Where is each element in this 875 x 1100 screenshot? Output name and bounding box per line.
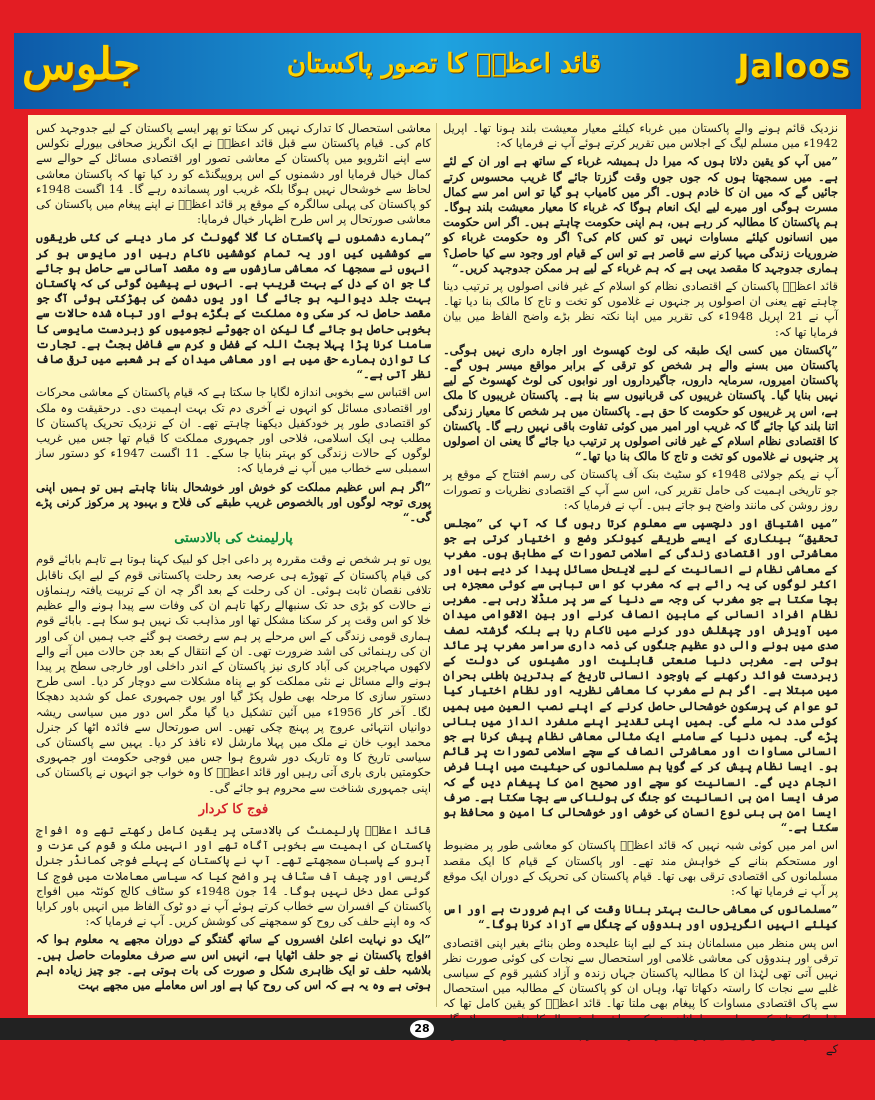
left-column [36, 121, 431, 1009]
logo-urdu: جلوس [22, 39, 141, 90]
quote: ”مسلمانوں کی معاشی حالت بہتر بنانا وقت کی اہم ضرورت ہے اور اس کیلئے انہیں انگریزوں اور ہندوؤں کے چنگل سے آزاد کرنا ہوگا۔“ [443, 902, 838, 932]
quote: ”ایک دو نہایت اعلیٰ افسروں کے ساتھ گفتگو کے دوران مجھے یہ معلوم ہوا کہ افواج پاکستان نے جو حلف اٹھایا ہے، انہیں اس سے صرف معلومات حاصل ہیں۔ بلاشبہ حلف تو ایک ظاہری شکل و صورت کی بات ہوتی ہے۔ جو چیز زیادہ اہم ہوتی ہے وہ یہ ہے کہ اس کی روح کیا ہے اور اس معاملے میں مجھے بہت [36, 932, 431, 992]
paragraph: یوں تو ہر شخص نے وقت مقررہ پر داعی اجل کو لبیک کہنا ہوتا ہے تاہم بابائے قوم کی قیام پاکستان کے تھوڑے ہی عرصہ بعد رحلت پاکستانی قوم کے لیے ایک ناقابل تلافی نقصان ثابت ہوئی۔ ان کی رحلت کے بعد اگر چہ ان کے تربیت یافتہ رہنماؤں نے حالات کو بڑی حد تک سنبھالے رکھا تاہم ان کی وفات سے پیدا ہونے والے عظیم خلا کو اس وقت پر کر سکنا مشکل تھا اور مذاہب تک نہیں ہو سکا ہے۔ بابائے قوم ہماری قومی زندگی کے اس مرحلے پر ہم سے رخصت ہو گئے جب ہمیں ان کی اور ان کی رہنمائی کی اشد ضرورت تھی۔ ان کے انتقال کے بعد جن حالات میں آنے والے لاکھوں مہاجرین کی آباد کاری نیز پاکستان کے اندر داخلی اور خارجی سطح پر پیدا ہونے والے مسائل نے نئی مملکت کو بے پناہ مشکلات سے دوچار کر دیا۔ اسی طرح دستور سازی کا مرحلہ بھی طول پکڑ گیا اور یوں جمہوری عمل کو شدید دھچکا لگا۔ آخر کار 1956ء میں آئین تشکیل دیا گیا مگر اس دور میں سیاسی ریشہ دوانیاں انتہائی عروج پر پہنچ چکی تھیں۔ اس صورتحال سے فائدہ اٹھا کر جنرل محمد ایوب خان نے ملک میں پہلا مارشل لاء نافذ کر دیا۔ یہیں سے پاکستان کی سیاسی تاریخ کا وہ تاریک دور شروع ہوا جس میں فوجی حکومت اور جمہوری حکومتیں باری باری آتی رہیں اور قائد اعظمؒ کا وہ خواب جو انہوں نے پاکستان کی اپنی جمہوری شناخت سے محروم ہو جائے گی۔ [36, 552, 432, 795]
paragraph: اس اقتباس سے بخوبی اندازہ لگایا جا سکتا ہے کہ قیام پاکستان کے معاشی محرکات اور اقتصادی مسائل کو انہوں نے آخری دم تک بہت اہمیت دی۔ درحقیقت وہ ملک کو اقتصادی طور پر خودکفیل دیکھنا چاہتے تھے۔ ان کے نزدیک تحریک پاکستان کا مطلب ہی ایک اسلامی، فلاحی اور جمہوری مملکت کا قیام تھا جس میں غریب لوگوں کے حالات زندگی کو بہتر بنایا جا سکے۔ 11 اگست 1947ء کو دستور ساز اسمبلی سے خطاب میں آپ نے فرمایا کہ: [36, 385, 431, 476]
paragraph: قائد اعظمؒ پاکستان کے اقتصادی نظام کو اسلام کے غیر فانی اصولوں پر ترتیب دینا چاہتے تھے یعنی ان اصولوں پر جنہوں نے غلاموں کو تخت و تاج کا مالک بنا دیا تھا۔ آپ نے 21 اپریل 1948ء کی تقریر میں اپنا نکتہ نظر بڑے واضح الفاظ میں بیان فرمایا تھا کہ: [443, 279, 838, 339]
paragraph: آپ نے یکم جولائی 1948ء کو سٹیٹ بنک آف پاکستان کی رسم افتتاح کے موقع پر جو تاریخی اہمیت کی حامل تقریر کی، اس سے آپ کے اقتصادی نظریات و تصورات روز روشن کی مانند واضح ہو جاتے ہیں۔ آپ نے فرمایا کہ: [443, 467, 839, 512]
right-column [443, 121, 839, 1056]
footer-bar [0, 1018, 875, 1040]
quote: ”اگر ہم اس عظیم مملکت کو خوش اور خوشحال بنانا چاہتے ہیں تو ہمیں اپنی پوری توجہ لوگوں اور بالخصوص غریب طبقے کی فلاح و بہبود پر مرکوز کرنی پڑے گی۔“ [36, 479, 431, 525]
paragraph: اس امر میں کوئی شبہ نہیں کہ قائد اعظمؒ پاکستان کو معاشی طور پر مضبوط اور مستحکم بنانے کے خواہش مند تھے۔ اور پاکستان کے قیام کا ایک مقصد مسلمانوں کی اقتصادی ترقی بھی تھا۔ قیام پاکستان کی تحریک کے دوران ایک موقع پر آپ نے فرمایا تھا کہ: [443, 838, 838, 898]
paragraph: اس پس منظر میں مسلمانان ہند کے لیے اپنا علیحدہ وطن بنائے بغیر اپنی اقتصادی ترقی اور ہندوؤں کی معاشی غلامی اور استحصال سے نجات کی کوئی صورت نظر نہیں آتی تھی لہٰذا ان کا مطالبہ پاکستان جہاں زندہ و آزاد کشیر قوم کے سیاسی غلبے سے نجات کا راستہ دکھاتا تھا، وہاں ان کو پاکستان کے مطالبہ میں استحصال سے پاک اقتصادی مساوات کا پیغام بھی ملتا تھا۔ قائد اعظمؒ کو یقین کامل تھا کہ کے [443, 935, 838, 1056]
paragraph: قائد اعظمؒ پارلیمنٹ کی بالادستی پر یقین کامل رکھتے تھے وہ افواج پاکستان کی اہمیت سے بخوبی آگاہ تھے اور انہیں ملک و قوم کی عزت و آبرو کے پاسبان سمجھتے تھے۔ آپ نے پاکستان کے پہلے فوجی کمانڈر جنرل گریسی اور چیف آف سٹاف پر واضح کیا کہ سیاسی معاملات میں فوج کا کوئی عمل دخل نہیں ہوگا۔ 14 جون 1948ء کو سٹاف کالج کوئٹہ میں افواج پاکستان کے افسران سے خطاب کرتے ہوئے آپ نے دو ٹوک الفاظ میں انہیں باور کرایا کہ وہ اپنے حلف کی روح کو سمجھنے کی کوشش کریں۔ آپ نے فرمایا کہ: [36, 822, 431, 929]
paragraph: معاشی استحصال کا تدارک نہیں کر سکتا تو پھر ایسے پاکستان کے لیے جدوجہد کس کام کی۔ قیام پاکستان سے قبل قائد اعظمؒ نے ایک انگریز صحافی بیورلے نکولس سے اپنے انٹرویو میں پاکستان کے معاشی تصور اور اقتصادی مسائل کے حوالے سے کمال خیال فرمایا اور دشمنوں کے اس پروپیگنڈے کو رد کیا تھا کہ پاکستان معاشی لحاظ سے خوشحال نہیں ہوگا بلکہ غریب اور پسماندہ رہے گا۔ 14 اگست 1948ء کو پاکستان کی پہلی سالگرہ کے موقع پر قائد اعظمؒ نے اپنے پیغام میں پاکستان کی معاشی صورتحال پر اس طرح اظہار خیال فرمایا: [36, 121, 431, 227]
quote: ”میں آپ کو یقین دلاتا ہوں کہ میرا دل ہمیشہ غرباء کے ساتھ ہے اور ان کے لئے ہے۔ میں سمجھتا ہوں کہ جوں جوں وقت گزرتا جائے گا غریب محسوس کرتے جائیں گے کہ میں ان کا خادم ہوں۔ اگر میں کامیاب ہو گیا تو اس امر سے کمال مسرت ہوگی اور میرے لیے ایک انعام ہوگا کہ غرباء کا معیار معیشت بلند ہوگا۔ ہم پاکستان کا مطالبہ کر رہے ہیں، ہم اپنی حکومت چاہتے ہیں۔ اگر اس حکومت میں انسانوں کیلئے مساوات نہیں تو کس کام کی؟ اگر وہ حکومت غرباء کو ضروریات زندگی مہیا کرنے سے قاصر ہے تو اس کے قیام اور وجود سے کیا حاصل؟ ہماری جدوجہد کا مقصد یہی ہے کہ ہم غرباء کے لیے ہر ممکن جدوجہد کریں۔“ [443, 154, 838, 275]
page-number: 28 [410, 1020, 434, 1038]
paragraph: نزدیک قائم ہونے والے پاکستان میں غرباء کیلئے معیار معیشت بلند ہونا تھا۔ اپریل 1942ء میں مسلم لیگ کے اجلاس میں تقریر کرتے ہوئے آپ نے فرمایا کہ: [443, 121, 838, 151]
logo-english: Jaloos [737, 47, 851, 85]
page-title: قائد اعظمؒ کا تصور پاکستان [286, 49, 602, 79]
section-heading-parliament: پارلیمنٹ کی بالادستی [174, 531, 293, 547]
quote: ”پاکستان میں کسی ایک طبقہ کی لوٹ کھسوٹ اور اجارہ داری نہیں ہوگی۔ پاکستان میں بسنے والے ہر شخص کو ترقی کے برابر مواقع میسر ہوں گے۔ پاکستان امیروں، سرمایہ داروں، جاگیرداروں اور نوابوں کی لوٹ کھسوٹ کے لیے نہیں بنایا گیا۔ پاکستان غریبوں کی قربانیوں سے بنا ہے۔ پاکستان غریبوں کا ملک ہے، اس پر غریبوں کو حکومت کا حق ہے۔ پاکستان میں ہر شخص کا معیار زندگی اتنا بلند کیا جائے گا کہ غریب اور امیر میں کوئی تفاوت باقی نہیں رہے گا۔ پاکستان کا اقتصادی نظام اسلام کے غیر فانی اصولوں پر ترتیب دیا جائے گا یعنی ان اصولوں پر جنہوں نے غلاموں کو تخت و تاج کا مالک بنا دیا تھا۔“ [443, 342, 838, 464]
magazine-header [14, 33, 861, 109]
quote: ”میں اشتیاق اور دلچسپی سے معلوم کرتا رہوں گا کہ آپ کی ”مجلس تحقیق“ بینکاری کے ایسے طریقے کیونکر وضع و اختیار کرتی ہے جو معاشرتی اور اقتصادی زندگی کے اسلامی تصورات کے مطابق ہوں۔ مغرب کے معاشی نظام نے انسانیت کے لیے لاینحل مسائل پیدا کر دیے ہیں اور اکثر لوگوں کی یہ رائے ہے کہ مغرب کو اس تباہی سے کوئی معجزہ ہی بچا سکتا ہے جو مغرب کی وجہ سے دنیا کے سر پر منڈلا رہی ہے۔ مغربی نظام افراد انسانی کے مابین انصاف کرنے اور بین الاقوامی میدان میں آویزش اور چپقلش دور کرنے میں ناکام رہا ہے بلکہ گزشتہ نصف صدی میں ہونے والی دو عظیم جنگوں کی ذمہ داری سراسر مغرب پر عائد ہوتی ہے۔ مغربی دنیا صنعتی قابلیت اور مشینوں کی دولت کے زبردست فوائد رکھنے کے باوجود انسانی تاریخ کے بدترین باطنی بحران میں مبتلا ہے۔ اگر ہم نے مغرب کا معاشی نظریہ اور نظام اختیار کیا تو عوام کی پرسکون خوشحالی حاصل کرنے کے اپنے نصب العین میں ہمیں کوئی مدد نہ ملے گی۔ ہمیں اپنی تقدیر اپنے منفرد انداز میں بنانی پڑے گی۔ ہمیں دنیا کے سامنے ایک مثالی معاشی نظام پیش کرنا ہے جو انسانی مساوات اور معاشرتی انصاف کے سچے اسلامی تصورات پر قائم ہو۔ ایسا نظام پیش کر کے گویا ہم مسلمانوں کی حیثیت میں اپنا فرض انجام دیں گے۔ انسانیت کو سچے اور صحیح امن کا پیغام دیں گے کہ صرف ایسا امن ہی انسانیت کو جنگ کی ہولناکی سے بچا سکتا ہے۔ صرف ایسا امن ہی بنی نوع انسان کی خوشی اور خوشحالی کا امین و محافظ ہو سکتا ہے۔“ [443, 516, 838, 835]
column-divider [436, 123, 437, 1007]
section-heading-army: فوج کا کردار [198, 801, 269, 817]
quote: ”ہمارے دشمنوں نے پاکستان کا گلا گھونٹ کر مار دینے کی کئی طریقوں سے کوششیں کیں اور یہ تمام کوششیں ناکام رہیں اور مایوس ہو کر انہوں نے سمجھا کہ معاشی سازشوں سے وہ مقصد آسانی سے حاصل ہو جائے گا جو ان کے دل کے بہت قریب ہے۔ انہوں نے پیشین گوئی کی کہ پاکستان بہت جلد دیوالیہ ہو جائے گا اور یوں دشمن کی بھڑکتی ہوئی آگ جو مقصد حاصل نہ کر سکی وہ مملکت کے بگڑے ہوئے اور تباہ شدہ حالات سے بخوبی حاصل ہو جائے گا لیکن ان جھوٹے نجومیوں کو زبردست مایوسی کا سامنا کرنا پڑا پہلا بجٹ اللہ کے فضل و کرم سے فاضل بجٹ ہے۔ تجارت کا توازن ہمارے حق میں ہے اور معاشی میدان کے ہر شعبے میں ترقی صاف نظر آتی ہے۔“ [36, 230, 431, 382]
